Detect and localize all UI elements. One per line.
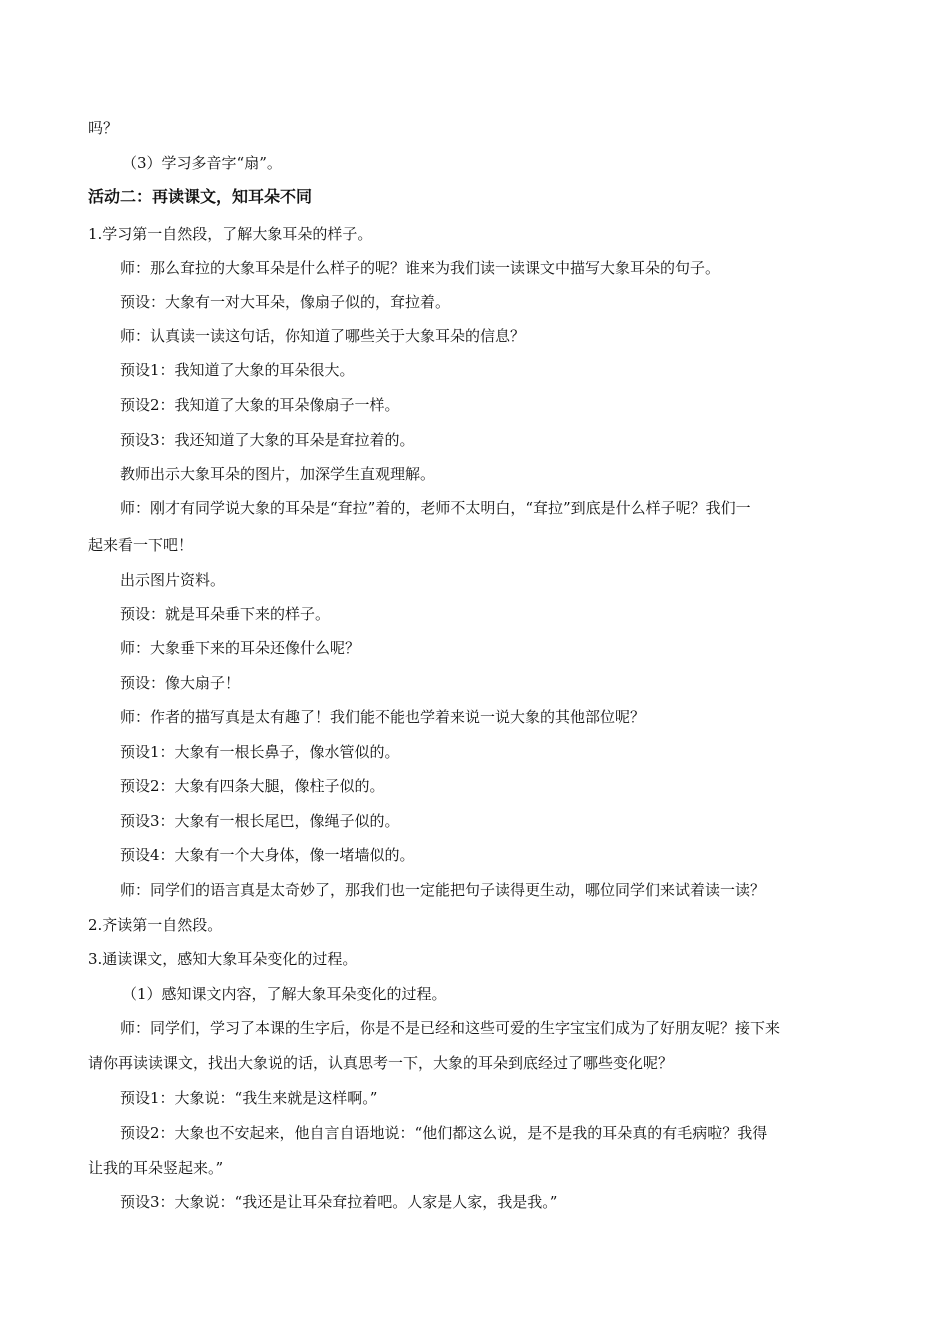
text-line: 3.通读课文，感知大象耳朵变化的过程。 [88,950,358,968]
text-line: 预设3：我还知道了大象的耳朵是耷拉着的。 [120,431,415,449]
text-line: 预设3：大象说：“我还是让耳朵耷拉着吧。人家是人家，我是我。” [120,1193,558,1211]
text-line: 起来看一下吧！ [88,536,194,554]
section-heading: 活动二：再读课文，知耳朵不同 [88,187,313,206]
text-line: 师：刚才有同学说大象的耳朵是“耷拉”着的，老师不太明白，“耷拉”到底是什么样子呢？我们一 [120,499,751,517]
text-line: 预设2：大象也不安起来，他自言自语地说：“他们都这么说，是不是我的耳朵真的有毛病啦？我得 [120,1124,768,1142]
text-line: 预设2：我知道了大象的耳朵像扇子一样。 [120,396,400,414]
text-line: 教师出示大象耳朵的图片，加深学生直观理解。 [120,465,436,483]
text-line: 1.学习第一自然段，了解大象耳朵的样子。 [88,225,373,243]
text-line: 出示图片资料。 [120,571,226,589]
text-line: 预设3：大象有一根长尾巴，像绳子似的。 [120,812,400,830]
text-line: 预设1：我知道了大象的耳朵很大。 [120,361,355,379]
text-line: 预设4：大象有一个大身体，像一堵墙似的。 [120,846,415,864]
text-line: 师：作者的描写真是太有趣了！我们能不能也学着来说一说大象的其他部位呢？ [120,708,646,726]
text-line: 师：同学们，学习了本课的生字后，你是不是已经和这些可爱的生字宝宝们成为了好朋友呢？接下来 [120,1019,781,1037]
text-line: 2.齐读第一自然段。 [88,916,223,934]
text-line: 请你再读读课文，找出大象说的话，认真思考一下，大象的耳朵到底经过了哪些变化呢？ [88,1054,674,1072]
text-line: 预设1：大象说：“我生来就是这样啊。” [120,1089,378,1107]
text-line: （3）学习多音字“扇”。 [122,154,282,172]
text-line: 预设：像大扇子！ [120,674,241,692]
text-line: 师：同学们的语言真是太奇妙了，那我们也一定能把句子读得更生动，哪位同学们来试着读一读？ [120,881,766,899]
text-line: 师：大象垂下来的耳朵还像什么呢？ [120,639,361,657]
text-line: 让我的耳朵竖起来。” [88,1159,224,1177]
text-line: 预设2：大象有四条大腿，像柱子似的。 [120,777,385,795]
text-line: （1）感知课文内容，了解大象耳朵变化的过程。 [122,985,447,1003]
text-line: 预设：就是耳朵垂下来的样子。 [120,605,331,623]
text-line: 师：那么耷拉的大象耳朵是什么样子的呢？谁来为我们读一读课文中描写大象耳朵的句子。 [120,259,721,277]
text-line: 吗？ [88,119,119,137]
text-line: 预设：大象有一对大耳朵，像扇子似的，耷拉着。 [120,293,451,311]
text-line: 预设1：大象有一根长鼻子，像水管似的。 [120,743,400,761]
text-line: 师：认真读一读这句话，你知道了哪些关于大象耳朵的信息？ [120,327,526,345]
